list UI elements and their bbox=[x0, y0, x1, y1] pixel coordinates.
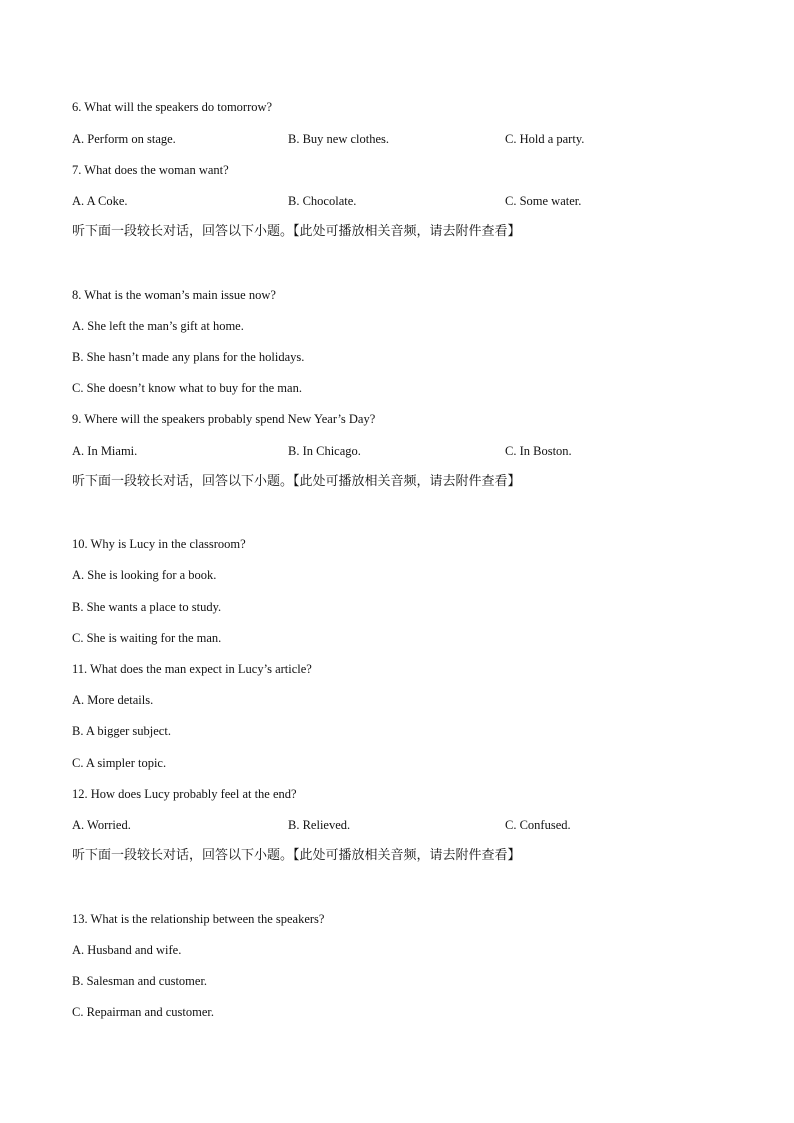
option-a: A. She left the man’s gift at home. bbox=[72, 319, 244, 333]
option-a: A. Perform on stage. bbox=[72, 132, 176, 146]
options-row-q9 bbox=[72, 443, 732, 459]
option-a: A. In Miami. bbox=[72, 444, 138, 458]
question-6: 6. What will the speakers do tomorrow? bbox=[72, 100, 273, 114]
option-a: A. Husband and wife. bbox=[72, 943, 182, 957]
option-c: C. She doesn’t know what to buy for the man. bbox=[72, 381, 302, 395]
option-b: B. Buy new clothes. bbox=[288, 132, 390, 146]
option-a: A. A Coke. bbox=[72, 194, 128, 208]
option-b: B. Salesman and customer. bbox=[72, 974, 208, 988]
option-a: A. More details. bbox=[72, 693, 154, 707]
listening-instruction: 听下面一段较长对话，回答以下小题。【此处可播放相关音频，请去附件查看】 bbox=[72, 474, 521, 489]
option-b: B. She hasn’t made any plans for the holidays. bbox=[72, 350, 305, 364]
option-c: C. Hold a party. bbox=[505, 132, 585, 146]
option-c: C. She is waiting for the man. bbox=[72, 631, 222, 645]
option-b: B. Chocolate. bbox=[288, 194, 357, 208]
question-8: 8. What is the woman’s main issue now? bbox=[72, 288, 276, 302]
option-a: A. She is looking for a book. bbox=[72, 568, 217, 582]
question-7: 7. What does the woman want? bbox=[72, 163, 229, 177]
question-13: 13. What is the relationship between the speakers? bbox=[72, 912, 325, 926]
option-c: C. Confused. bbox=[505, 818, 571, 832]
listening-instruction: 听下面一段较长对话，回答以下小题。【此处可播放相关音频，请去附件查看】 bbox=[72, 224, 521, 239]
question-11: 11. What does the man expect in Lucy’s article? bbox=[72, 662, 312, 676]
options-row-q6 bbox=[72, 131, 732, 147]
option-c: C. Some water. bbox=[505, 194, 582, 208]
question-10: 10. Why is Lucy in the classroom? bbox=[72, 537, 246, 551]
option-b: B. In Chicago. bbox=[288, 444, 361, 458]
option-c: C. A simpler topic. bbox=[72, 756, 167, 770]
options-row-q7 bbox=[72, 193, 732, 209]
options-row-q12 bbox=[72, 817, 732, 833]
option-c: C. Repairman and customer. bbox=[72, 1005, 214, 1019]
option-a: A. Worried. bbox=[72, 818, 131, 832]
question-9: 9. Where will the speakers probably spend New Year’s Day? bbox=[72, 412, 376, 426]
option-b: B. A bigger subject. bbox=[72, 724, 171, 738]
option-b: B. Relieved. bbox=[288, 818, 351, 832]
question-12: 12. How does Lucy probably feel at the end? bbox=[72, 787, 297, 801]
listening-instruction: 听下面一段较长对话，回答以下小题。【此处可播放相关音频，请去附件查看】 bbox=[72, 848, 521, 863]
option-c: C. In Boston. bbox=[505, 444, 572, 458]
option-b: B. She wants a place to study. bbox=[72, 600, 222, 614]
